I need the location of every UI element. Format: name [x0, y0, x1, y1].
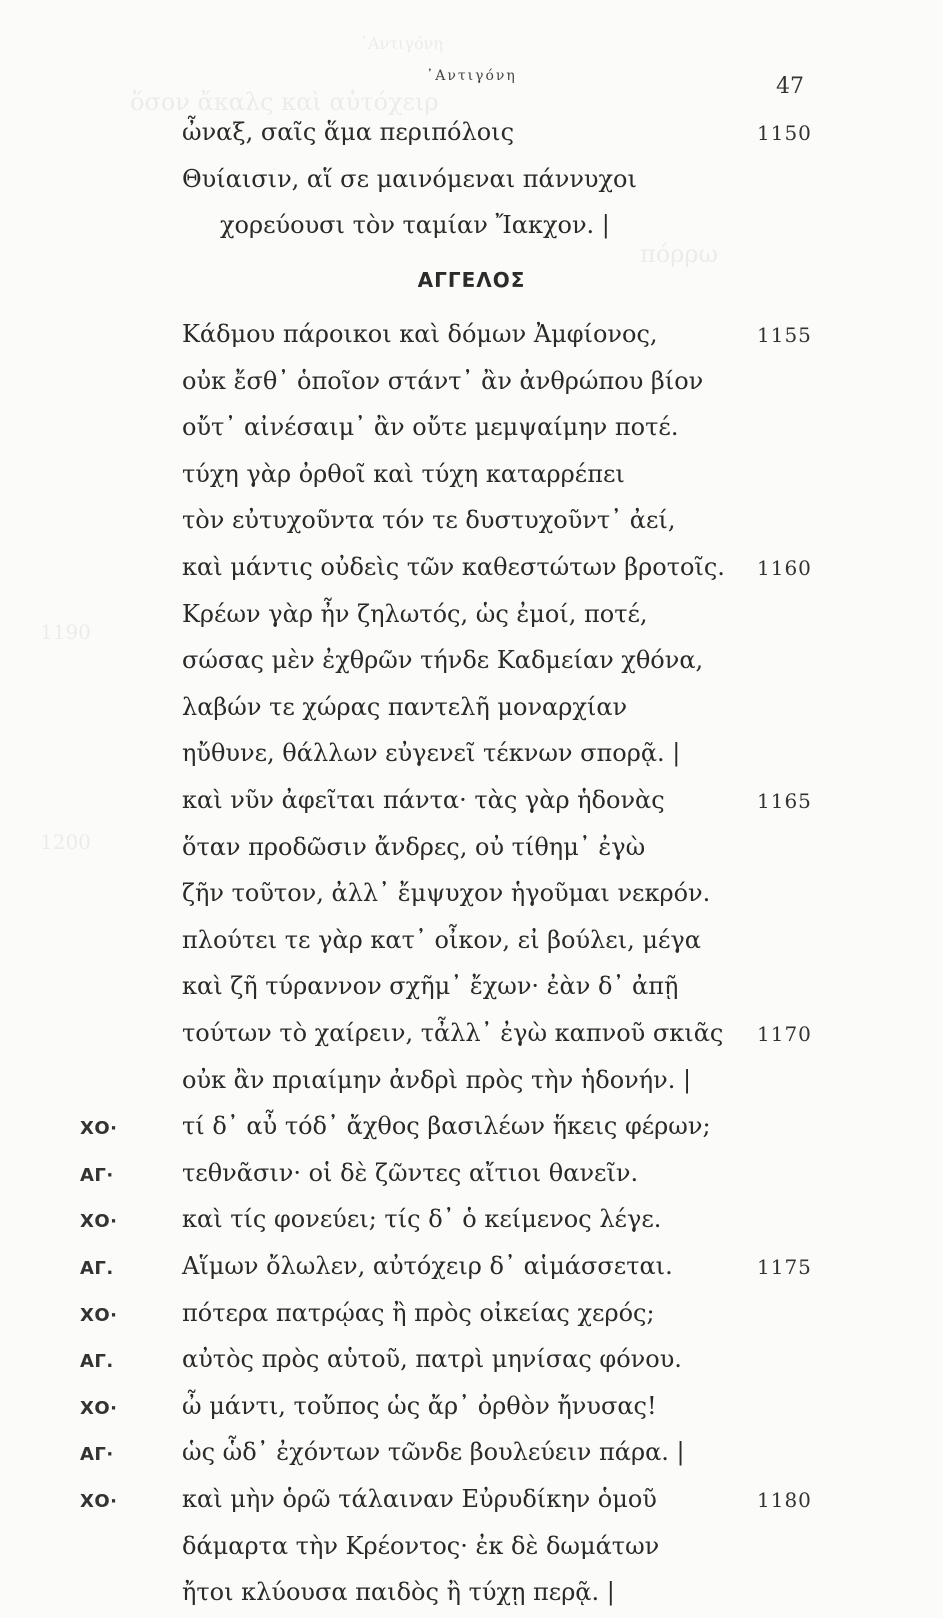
verse-line — [0, 1299, 943, 1339]
verse-line-text: σώσας μὲν ἐχθρῶν τήνδε Καδμείαν χθόνα, — [182, 646, 704, 674]
line-number: 1150 — [757, 121, 812, 145]
verse-line — [0, 739, 943, 779]
show-through-text: ὅσον ἄκαλς καὶ αὐτόχειρ — [130, 88, 439, 116]
verse-line — [0, 1532, 943, 1572]
verse-line — [0, 211, 943, 251]
verse-line — [0, 1112, 943, 1152]
verse-line-text: ηὔθυνε, θάλλων εὐγενεῖ τέκνων σπορᾷ. | — [182, 739, 681, 767]
page-number: 47 — [776, 74, 804, 99]
verse-line-text: καὶ νῦν ἀφεῖται πάντα· τὰς γὰρ ἡδονὰς — [182, 786, 665, 814]
line-number: 1165 — [757, 789, 812, 813]
speaker-label: ΧΟ· — [80, 1118, 118, 1139]
verse-line — [0, 693, 943, 733]
speaker-label: ΧΟ· — [80, 1305, 118, 1326]
verse-line — [0, 833, 943, 873]
verse-line-text: Κάδμου πάροικοι καὶ δόμων Ἀμφίονος, — [182, 320, 658, 348]
verse-line-text: καὶ μὴν ὁρῶ τάλαιναν Εὐρυδίκην ὁμοῦ — [182, 1485, 657, 1513]
line-number: 1180 — [757, 1488, 812, 1512]
verse-line-text: δάμαρτα τὴν Κρέοντος· ἐκ δὲ δωμάτων — [182, 1532, 660, 1560]
verse-line-text: τεθνᾶσιν· οἱ δὲ ζῶντες αἴτιοι θανεῖν. — [182, 1159, 639, 1187]
verse-line — [0, 1066, 943, 1106]
verse-line — [0, 506, 943, 546]
verse-line — [0, 1019, 943, 1059]
verse-line-text: ἤτοι κλύουσα παιδὸς ἢ τύχῃ περᾷ. | — [182, 1578, 615, 1606]
line-number: 1170 — [757, 1022, 812, 1046]
speaker-heading: ΑΓΓΕΛΟΣ — [417, 268, 526, 292]
verse-line-text: καὶ ζῆ τύραννον σχῆμ᾿ ἔχων· ἐὰν δ᾿ ἀπῇ — [182, 972, 679, 1000]
speaker-label: ΑΓ. — [80, 1258, 114, 1279]
line-number: 1175 — [757, 1255, 812, 1279]
verse-line-text: ὦ μάντι, τοὔπος ὡς ἄρ᾿ ὀρθὸν ἤνυσας! — [182, 1392, 657, 1420]
verse-line — [0, 1392, 943, 1432]
show-through-text: 1190 — [40, 620, 91, 644]
verse-line-text: τούτων τὸ χαίρειν, τἆλλ᾿ ἐγὼ καπνοῦ σκιᾶς — [182, 1019, 724, 1047]
verse-line — [0, 460, 943, 500]
verse-line — [0, 320, 943, 360]
verse-line — [0, 1252, 943, 1292]
verse-line-text: καὶ μάντις οὐδεὶς τῶν καθεστώτων βροτοῖς. — [182, 553, 725, 581]
verse-line — [0, 786, 943, 826]
verse-line-text: ζῆν τοῦτον, ἀλλ᾿ ἔμψυχον ἡγοῦμαι νεκρόν. — [182, 879, 711, 907]
speaker-label: ΧΟ· — [80, 1398, 118, 1419]
verse-line-text: Αἵμων ὄλωλεν, αὐτόχειρ δ᾿ αἱμάσσεται. — [182, 1252, 673, 1280]
show-through-text: ᾿Αντιγόνη — [360, 34, 443, 53]
verse-line — [0, 926, 943, 966]
verse-line-text: οὐκ ἂν πριαίμην ἀνδρὶ πρὸς τὴν ἡδονήν. | — [182, 1066, 692, 1094]
speaker-label: ΧΟ· — [80, 1211, 118, 1232]
verse-line — [0, 972, 943, 1012]
verse-line — [0, 413, 943, 453]
verse-line-text: οὐκ ἔσθ᾿ ὁποῖον στάντ᾿ ἂν ἀνθρώπου βίον — [182, 367, 704, 395]
speaker-label: ΧΟ· — [80, 1491, 118, 1512]
speaker-label: ΑΓ· — [80, 1165, 114, 1186]
verse-line — [0, 1345, 943, 1385]
verse-line-text: ὡς ὧδ᾿ ἐχόντων τῶνδε βουλεύειν πάρα. | — [182, 1438, 685, 1466]
verse-line-text: χορεύουσι τὸν ταμίαν Ἴακχον. | — [220, 211, 610, 239]
verse-line — [0, 879, 943, 919]
show-through-text: πόρρω — [640, 240, 719, 268]
verse-line — [0, 1159, 943, 1199]
verse-line-text: τύχη γὰρ ὀρθοῖ καὶ τύχη καταρρέπει — [182, 460, 625, 488]
verse-line-text: λαβών τε χώρας παντελῆ μοναρχίαν — [182, 693, 628, 721]
speaker-label: ΑΓ. — [80, 1351, 114, 1372]
verse-line — [0, 646, 943, 686]
verse-line — [0, 165, 943, 205]
verse-line-text: ὅταν προδῶσιν ἄνδρες, οὐ τίθημ᾿ ἐγὼ — [182, 833, 646, 861]
verse-line — [0, 118, 943, 158]
verse-line — [0, 1485, 943, 1525]
show-through-text: 1200 — [40, 830, 91, 854]
verse-line-text: Θυίαισιν, αἵ σε μαινόμεναι πάννυχοι — [182, 165, 637, 193]
verse-line-text: πλούτει τε γὰρ κατ᾿ οἶκον, εἰ βούλει, μέγα — [182, 926, 701, 954]
speaker-label: ΑΓ· — [80, 1444, 114, 1465]
verse-line-text: τὸν εὐτυχοῦντα τόν τε δυστυχοῦντ᾿ ἀεί, — [182, 506, 676, 534]
line-number: 1155 — [757, 323, 812, 347]
running-title: ᾿Αντιγόνη — [426, 68, 517, 84]
verse-line — [0, 1438, 943, 1478]
verse-line-text: τί δ᾿ αὖ τόδ᾿ ἄχθος βασιλέων ἥκεις φέρων; — [182, 1112, 711, 1140]
verse-line-text: οὔτ᾿ αἰνέσαιμ᾿ ἂν οὔτε μεμψαίμην ποτέ. — [182, 413, 679, 441]
verse-line-text: ὦναξ, σαῖς ἅμα περιπόλοις — [182, 118, 515, 146]
verse-line — [0, 1578, 943, 1618]
line-number: 1160 — [757, 556, 812, 580]
verse-line-text: αὐτὸς πρὸς αὑτοῦ, πατρὶ μηνίσας φόνου. — [182, 1345, 682, 1373]
verse-line-text: καὶ τίς φονεύει; τίς δ᾿ ὁ κείμενος λέγε. — [182, 1205, 662, 1233]
verse-line-text: Κρέων γὰρ ἦν ζηλωτός, ὡς ἐμοί, ποτέ, — [182, 600, 648, 628]
verse-line-text: πότερα πατρῴας ἢ πρὸς οἰκείας χερός; — [182, 1299, 655, 1327]
verse-line — [0, 1205, 943, 1245]
verse-line — [0, 553, 943, 593]
verse-line — [0, 600, 943, 640]
verse-line — [0, 367, 943, 407]
